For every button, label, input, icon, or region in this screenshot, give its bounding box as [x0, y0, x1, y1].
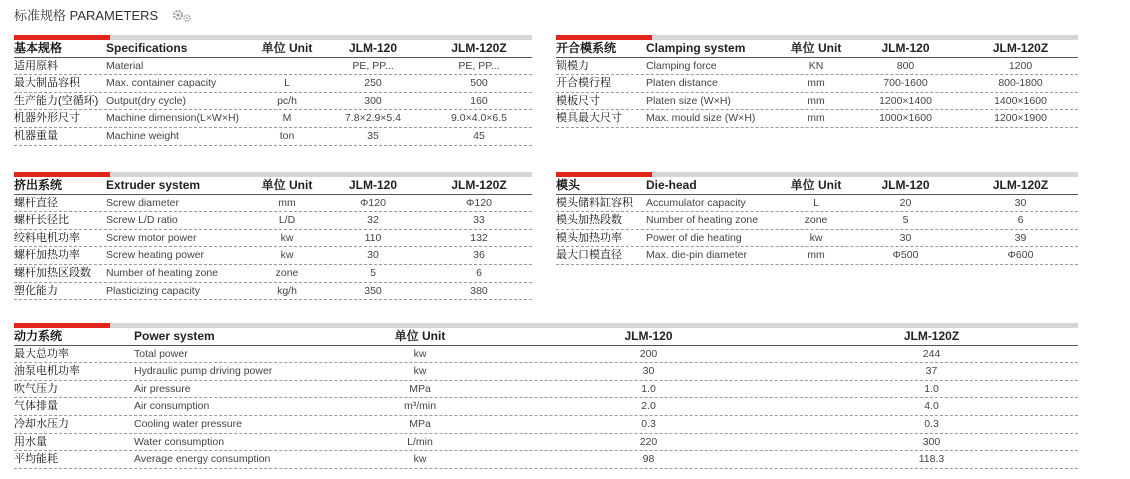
section-bar-accent	[14, 172, 110, 177]
cell-cn-label: 最大总功率	[14, 347, 69, 360]
cell-en-label: Number of heating zone	[106, 266, 219, 279]
table-header	[14, 328, 1078, 346]
table-row	[14, 75, 532, 93]
cell-en-label: Screw motor power	[106, 231, 197, 244]
cell-cn-label: 模头加热段数	[556, 214, 622, 227]
cell-jlm-120: 220	[639, 435, 658, 448]
cell-en-label: Number of heating zone	[646, 214, 759, 227]
cell-unit: kw	[280, 231, 294, 244]
cell-jlm-120: 800	[896, 59, 915, 72]
cell-jlm-120z: 300	[922, 435, 941, 448]
cell-jlm-120: 20	[899, 196, 912, 209]
cell-cn-label: 绞料电机功率	[14, 231, 80, 244]
cell-unit: KN	[808, 59, 824, 72]
cell-cn-label: 模头加热功率	[556, 231, 622, 244]
cell-cn-label: 模头储料缸容积	[556, 196, 633, 209]
cell-jlm-120: 1.0	[641, 382, 656, 395]
cell-unit: ton	[279, 129, 295, 142]
table-header	[14, 40, 532, 58]
table-row	[14, 128, 532, 146]
cell-en-label: Plasticizing capacity	[106, 284, 200, 297]
cell-cn-label: 冷却水压力	[14, 417, 69, 430]
header-unit: 单位 Unit	[261, 178, 313, 192]
header-cn-label: 模头	[556, 178, 581, 192]
cell-jlm-120z: 118.3	[918, 453, 945, 466]
cell-cn-label: 平均能耗	[14, 453, 58, 466]
cell-jlm-120: 5	[902, 214, 909, 227]
cell-unit: L	[284, 77, 290, 90]
header-unit: 单位 Unit	[790, 178, 842, 192]
table-die-head	[556, 172, 1078, 265]
cell-jlm-120z: 132	[470, 231, 488, 244]
header-cn-label: 动力系统	[14, 329, 63, 343]
cell-en-label: Machine dimension(L×W×H)	[106, 112, 240, 125]
cell-jlm-120: 1000×1600	[879, 112, 932, 125]
cell-en-label: Output(dry cycle)	[106, 94, 186, 107]
cell-jlm-120: 110	[364, 231, 382, 244]
section-bar-accent	[14, 323, 110, 328]
cell-en-label: Water consumption	[134, 435, 225, 448]
cell-jlm-120: 300	[364, 94, 382, 107]
cell-unit: mm	[807, 94, 825, 107]
cell-cn-label: 螺杆直径	[14, 196, 58, 209]
cell-unit: m³/min	[403, 400, 437, 413]
cell-jlm-120: 350	[364, 284, 382, 297]
cell-unit: MPa	[409, 417, 431, 430]
cell-cn-label: 塑化能力	[14, 284, 58, 297]
table-row	[14, 346, 1078, 364]
cell-cn-label: 螺杆加热功率	[14, 249, 80, 262]
header-unit: 单位 Unit	[790, 41, 842, 55]
cell-cn-label: 机器外形尺寸	[14, 112, 80, 125]
cell-jlm-120: 30	[367, 249, 379, 262]
cell-en-label: Cooling water pressure	[134, 417, 242, 430]
table-row	[14, 398, 1078, 416]
header-jlm-120: JLM-120	[348, 178, 398, 192]
cell-jlm-120: 2.0	[641, 400, 656, 413]
cell-unit: M	[282, 112, 292, 125]
table-row	[14, 110, 532, 128]
header-jlm-120: JLM-120	[881, 41, 930, 55]
cell-jlm-120: 1200×1400	[879, 94, 932, 107]
cell-unit	[254, 58, 320, 75]
table-row	[556, 75, 1078, 93]
cell-cn-label: 吹气压力	[14, 382, 58, 395]
cell-cn-label: 锁模力	[556, 59, 589, 72]
cell-unit: L	[813, 196, 819, 209]
table-row	[14, 283, 532, 301]
cell-jlm-120: 30	[899, 231, 912, 244]
table-extruder-system	[14, 172, 532, 300]
table-row	[14, 416, 1078, 434]
section-bar	[14, 323, 1078, 328]
table-header	[556, 177, 1078, 195]
header-unit: 单位 Unit	[394, 329, 446, 343]
table-row	[556, 93, 1078, 111]
cell-unit: mm	[278, 196, 296, 209]
cell-cn-label: 螺杆加热区段数	[14, 266, 91, 279]
cell-jlm-120: Φ500	[892, 249, 919, 262]
cell-cn-label: 模板尺寸	[556, 94, 600, 107]
cell-jlm-120z: 9.0×4.0×6.5	[450, 112, 508, 125]
section-bar-accent	[556, 35, 652, 40]
header-jlm-120z: JLM-120Z	[903, 329, 960, 343]
cell-en-label: Machine weight	[106, 129, 179, 142]
header-en-label: Power system	[134, 329, 215, 343]
cell-unit: mm	[807, 112, 825, 125]
cell-jlm-120: PE, PP...	[352, 59, 394, 72]
header-jlm-120z: JLM-120Z	[992, 178, 1049, 192]
cell-jlm-120: 35	[367, 129, 379, 142]
header-en-label: Extruder system	[106, 178, 201, 192]
cell-jlm-120z: 37	[925, 365, 938, 378]
section-bar	[14, 35, 532, 40]
header-cn-label: 开合模系统	[556, 41, 617, 55]
section-bar-accent	[14, 35, 110, 40]
cell-unit: zone	[275, 266, 299, 279]
table-row	[556, 247, 1078, 265]
cell-cn-label: 生产能力(空循环)	[14, 94, 99, 107]
cell-jlm-120z: PE, PP...	[458, 59, 500, 72]
table-row	[14, 212, 532, 230]
cell-unit: MPa	[409, 382, 431, 395]
cell-jlm-120: Φ120	[360, 196, 386, 209]
cell-en-label: Hydraulic pump driving power	[134, 365, 273, 378]
header-jlm-120z: JLM-120Z	[992, 41, 1049, 55]
cell-cn-label: 最大制品容积	[14, 77, 80, 90]
table-row	[14, 451, 1078, 469]
header-jlm-120: JLM-120	[348, 41, 398, 55]
cell-en-label: Max. mould size (W×H)	[646, 112, 756, 125]
cell-jlm-120z: 6	[1017, 214, 1024, 227]
cell-jlm-120: 250	[364, 77, 382, 90]
table-power-system	[14, 323, 1078, 469]
cell-jlm-120: 30	[642, 365, 655, 378]
table-row	[14, 230, 532, 248]
header-jlm-120z: JLM-120Z	[451, 41, 507, 55]
cell-cn-label: 开合模行程	[556, 77, 611, 90]
section-bar-accent	[556, 172, 652, 177]
section-bar	[556, 172, 1078, 177]
table-row	[556, 212, 1078, 230]
cell-jlm-120: 7.8×2.9×5.4	[344, 112, 402, 125]
header-jlm-120z: JLM-120Z	[451, 178, 507, 192]
cell-jlm-120z: 39	[1014, 231, 1027, 244]
cell-cn-label: 模具最大尺寸	[556, 112, 622, 125]
header-cn-label: 挤出系统	[14, 178, 63, 192]
cell-cn-label: 适用原料	[14, 59, 58, 72]
cell-cn-label: 用水量	[14, 435, 47, 448]
cell-jlm-120z: 160	[470, 94, 488, 107]
table-row	[556, 230, 1078, 248]
table-row	[556, 58, 1078, 76]
cell-unit: L/min	[407, 435, 433, 448]
cell-jlm-120: 32	[367, 214, 379, 227]
table-row	[556, 195, 1078, 213]
cell-jlm-120z: 1.0	[924, 382, 939, 395]
table-row	[14, 58, 532, 76]
cell-jlm-120z: 4.0	[924, 400, 939, 413]
header-jlm-120: JLM-120	[881, 178, 930, 192]
table-row	[14, 434, 1078, 452]
cell-jlm-120z: 45	[473, 129, 485, 142]
cell-jlm-120: 0.3	[641, 417, 656, 430]
cell-jlm-120: 98	[642, 453, 655, 466]
cell-en-label: Screw heating power	[106, 249, 205, 262]
cell-jlm-120z: 6	[476, 266, 482, 279]
table-clamping-system	[556, 35, 1078, 128]
cell-jlm-120z: 0.3	[924, 417, 939, 430]
cell-cn-label: 机器重量	[14, 129, 58, 142]
cell-jlm-120z: 1200	[1008, 59, 1033, 72]
cell-unit: pc/h	[277, 94, 297, 107]
cell-en-label: Screw diameter	[106, 196, 179, 209]
cell-unit: kw	[280, 249, 294, 262]
cell-en-label: Total power	[134, 347, 188, 360]
cell-jlm-120z: 33	[473, 214, 485, 227]
table-row	[14, 265, 532, 283]
cell-en-label: Material	[106, 59, 144, 72]
header-en-label: Specifications	[106, 41, 188, 55]
cell-jlm-120z: 244	[922, 347, 941, 360]
cell-cn-label: 气体排量	[14, 400, 58, 413]
cell-cn-label: 最大口模直径	[556, 249, 622, 262]
cell-en-label: Platen size (W×H)	[646, 94, 731, 107]
cell-unit: kw	[413, 347, 427, 360]
header-en-label: Die-head	[646, 178, 697, 192]
header-jlm-120: JLM-120	[624, 329, 673, 343]
cell-unit: mm	[807, 77, 825, 90]
header-en-label: Clamping system	[646, 41, 746, 55]
header-cn-label: 基本规格	[14, 41, 63, 55]
cell-en-label: Max. container capacity	[106, 77, 217, 90]
table-row	[14, 93, 532, 111]
section-bar	[14, 172, 532, 177]
gears-icon	[170, 7, 196, 23]
cell-unit: kg/h	[277, 284, 297, 297]
cell-jlm-120z: 36	[473, 249, 485, 262]
section-bar	[556, 35, 1078, 40]
cell-jlm-120z: 1200×1900	[994, 112, 1047, 125]
cell-cn-label: 螺杆长径比	[14, 214, 69, 227]
table-row	[14, 247, 532, 265]
table-basic-specifications	[14, 35, 532, 146]
table-row	[14, 381, 1078, 399]
cell-en-label: Power of die heating	[646, 231, 742, 244]
cell-en-label: Air consumption	[134, 400, 210, 413]
cell-en-label: Max. die-pin diameter	[646, 249, 747, 262]
cell-jlm-120z: Φ120	[466, 196, 492, 209]
cell-unit: mm	[807, 249, 825, 262]
header-unit: 单位 Unit	[261, 41, 313, 55]
cell-jlm-120z: 380	[470, 284, 488, 297]
cell-en-label: Platen distance	[646, 77, 718, 90]
table-row	[556, 110, 1078, 128]
table-header	[556, 40, 1078, 58]
table-header	[14, 177, 532, 195]
cell-jlm-120z: 500	[470, 77, 488, 90]
table-row	[14, 363, 1078, 381]
page-title-text: 标准规格 PARAMETERS	[14, 8, 159, 23]
cell-en-label: Accumulator capacity	[646, 196, 746, 209]
cell-unit: kw	[413, 453, 427, 466]
cell-unit: zone	[804, 214, 828, 227]
cell-unit: kw	[413, 365, 427, 378]
cell-jlm-120z: 30	[1014, 196, 1027, 209]
cell-cn-label: 油泵电机功率	[14, 365, 80, 378]
cell-jlm-120z: 800-1800	[998, 77, 1043, 90]
cell-jlm-120: 5	[370, 266, 376, 279]
cell-en-label: Screw L/D ratio	[106, 214, 178, 227]
cell-jlm-120: 700-1600	[883, 77, 928, 90]
cell-jlm-120z: 1400×1600	[994, 94, 1047, 107]
cell-jlm-120z: Φ600	[1007, 249, 1034, 262]
cell-en-label: Air pressure	[134, 382, 191, 395]
cell-unit: kw	[809, 231, 823, 244]
page-title	[14, 5, 196, 24]
cell-jlm-120: 200	[639, 347, 658, 360]
cell-en-label: Clamping force	[646, 59, 717, 72]
cell-unit: L/D	[278, 214, 296, 227]
cell-en-label: Average energy consumption	[134, 453, 271, 466]
table-row	[14, 195, 532, 213]
